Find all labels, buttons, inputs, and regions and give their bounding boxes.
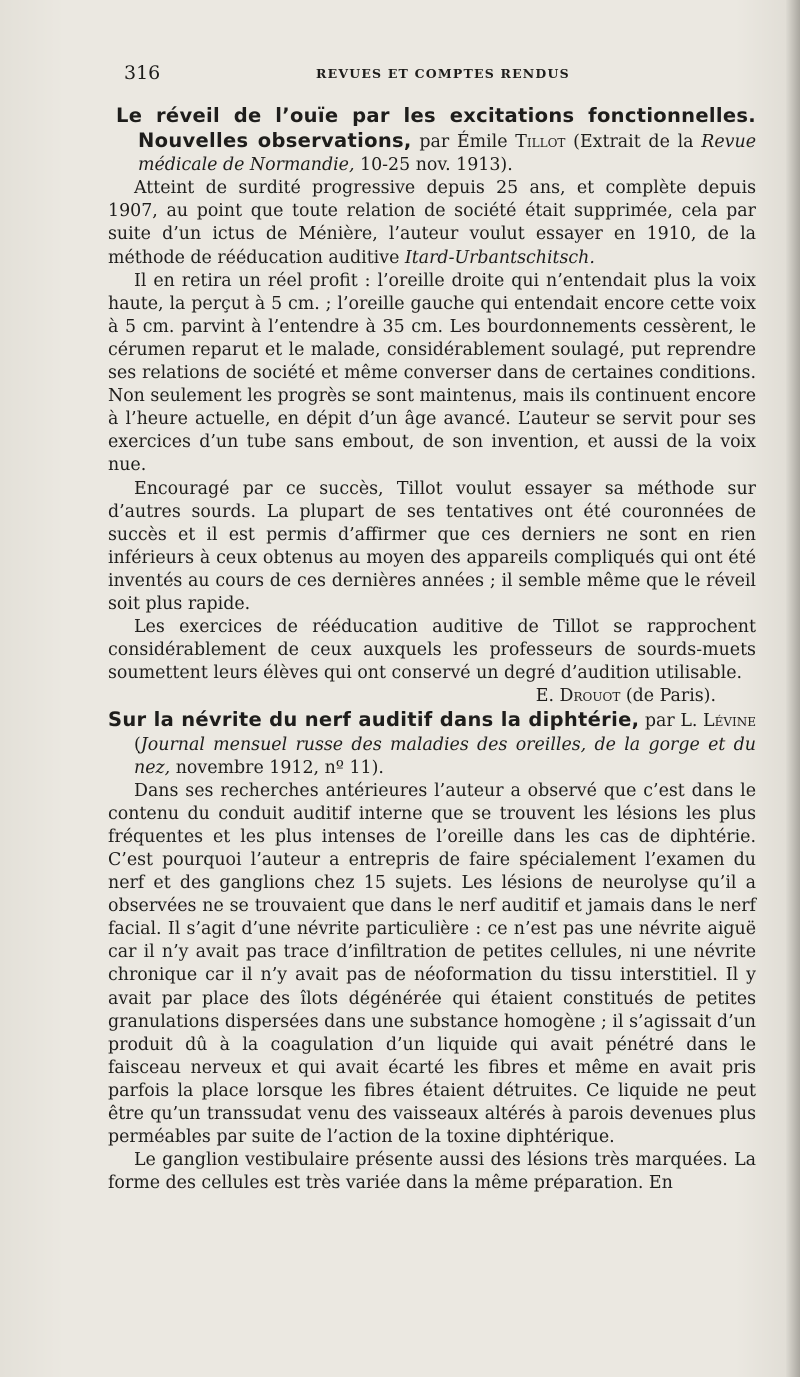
article2-source: Journal mensuel russe des maladies des oreilles, de la gorge et du nez, <box>134 734 756 778</box>
article1-paragraph-3: Encouragé par ce succès, Tillot voulut essayer sa méthode sur d’autres sourds. La plupart de ses tentatives ont été couronnées de succès et il est permis d’affirmer que ces derniers ne sont en rien inférieurs à ceux obtenus au moyen des appareils compliqués qui ont été inventés au cours de ces dernières années ; il semble même que le réveil soit plus rapide. <box>108 478 756 614</box>
article2-title: Sur la névrite du nerf auditif dans la diphtérie, <box>108 708 640 732</box>
running-title: REVUES ET COMPTES RENDUS <box>316 66 570 81</box>
article1-subtitle: Nouvelles observations, <box>138 129 412 153</box>
article2-date: novembre 1912, nº 11). <box>170 757 384 778</box>
signature-initial: E. <box>535 686 560 707</box>
article1-title: Le réveil de l’ouïe par les excitations fonctionnelles. <box>116 104 756 127</box>
article2-paren: ( <box>134 734 141 755</box>
page-header <box>116 62 758 88</box>
article2-by: par L. <box>639 711 704 732</box>
article1-author: Tillot <box>515 132 566 153</box>
article2-author: Lévine <box>703 711 756 732</box>
page-edge-shadow <box>786 0 800 1377</box>
article2-paragraph-1: Dans ses recherches antérieures l’auteur a observé que c’est dans le contenu du conduit auditif interne que se trouvent les lésions les plus fréquentes et les plus intenses de l’oreille dans les cas de diphtérie. C’est pourquoi l’auteur a entrepris de faire spécialement l’examen du nerf et des ganglions chez 15 sujets. Les lésions de neurolyse qu’il a observées ne se trouvaient que dans le nerf auditif et jamais dans le nerf facial. Il s’agit d’une névrite particulière : ce n’est pas une névrite aiguë car il n’y avait pas trace d’infiltration de petites cellules, ni une névrite chronique car il n’y avait pas de néoformation du tissu interstitiel. Il y avait par place des îlots dégénérée qui étaient constitués de petites granulations dispersées dans une substance homogène ; il s’agissait d’un produit dû à la coagulation d’un liquide qui avait pénétré dans le faisceau nerveux et qui avait écarté les fibres et même en avait pris parfois la place lorsque les fibres étaient détruites. Ce liquide ne peut être qu’un transsudat venu des vaisseaux altérés à parois devenues plus perméables par suite de l’action de la toxine diphtérique. <box>108 780 756 1148</box>
article1-extract: (Extrait de la <box>565 132 702 153</box>
article1-signature <box>108 685 756 708</box>
article1-source: Revue médicale de Normandie, <box>138 132 756 176</box>
article1-method: Itard-Urbantschitsch. <box>404 247 595 268</box>
article1-p1-text: Atteint de surdité progressive depuis 25 ans, et complète depuis 1907, au point que toute relation de société était supprimée, cela par suite d’un ictus de Ménière, l’auteur voulut essayer en 1910, de la méthode de rééducation auditive <box>108 178 756 268</box>
article1-by: par Émile <box>411 132 516 153</box>
article1-paragraph-1 <box>108 177 756 269</box>
article2-paragraph-2: Le ganglion vestibulaire présente aussi des lésions très marquées. La forme des cellules est très variée dans la même préparation. En <box>108 1150 756 1194</box>
article1-paragraph-2: Il en retira un réel profit : l’oreille droite qui n’entendait plus la voix haute, la perçut à 5 cm. ; l’oreille gauche qui entendait encore cette voix à 5 cm. parvint à l’entendre à 35 cm. Les bourdonnements cessèrent, le cérumen reparut et le malade, considérablement soulagé, put reprendre ses relations de société et même converser dans de certaines conditions. Non seulement les progrès se sont maintenus, mais ils continuent encore à l’heure actuelle, en dépit d’un âge avancé. L’auteur se servit pour ses exercices d’un tube sans embout, de son invention, et aussi de la voix nue. <box>108 270 756 476</box>
article1-heading <box>108 104 756 177</box>
article2-heading <box>108 708 756 779</box>
text-column <box>108 104 756 1195</box>
article1-date: 10-25 nov. 1913). <box>354 155 513 176</box>
signature-name: Drouot <box>559 686 621 707</box>
page-number: 316 <box>124 62 161 84</box>
signature-place: (de Paris). <box>620 686 716 707</box>
article1-paragraph-4: Les exercices de rééducation auditive de Tillot se rapprochent considérablement de ceux auxquels les professeurs de sourds-muets soumettent leurs élèves qui ont conservé un degré d’audition utilisable. <box>108 617 756 684</box>
